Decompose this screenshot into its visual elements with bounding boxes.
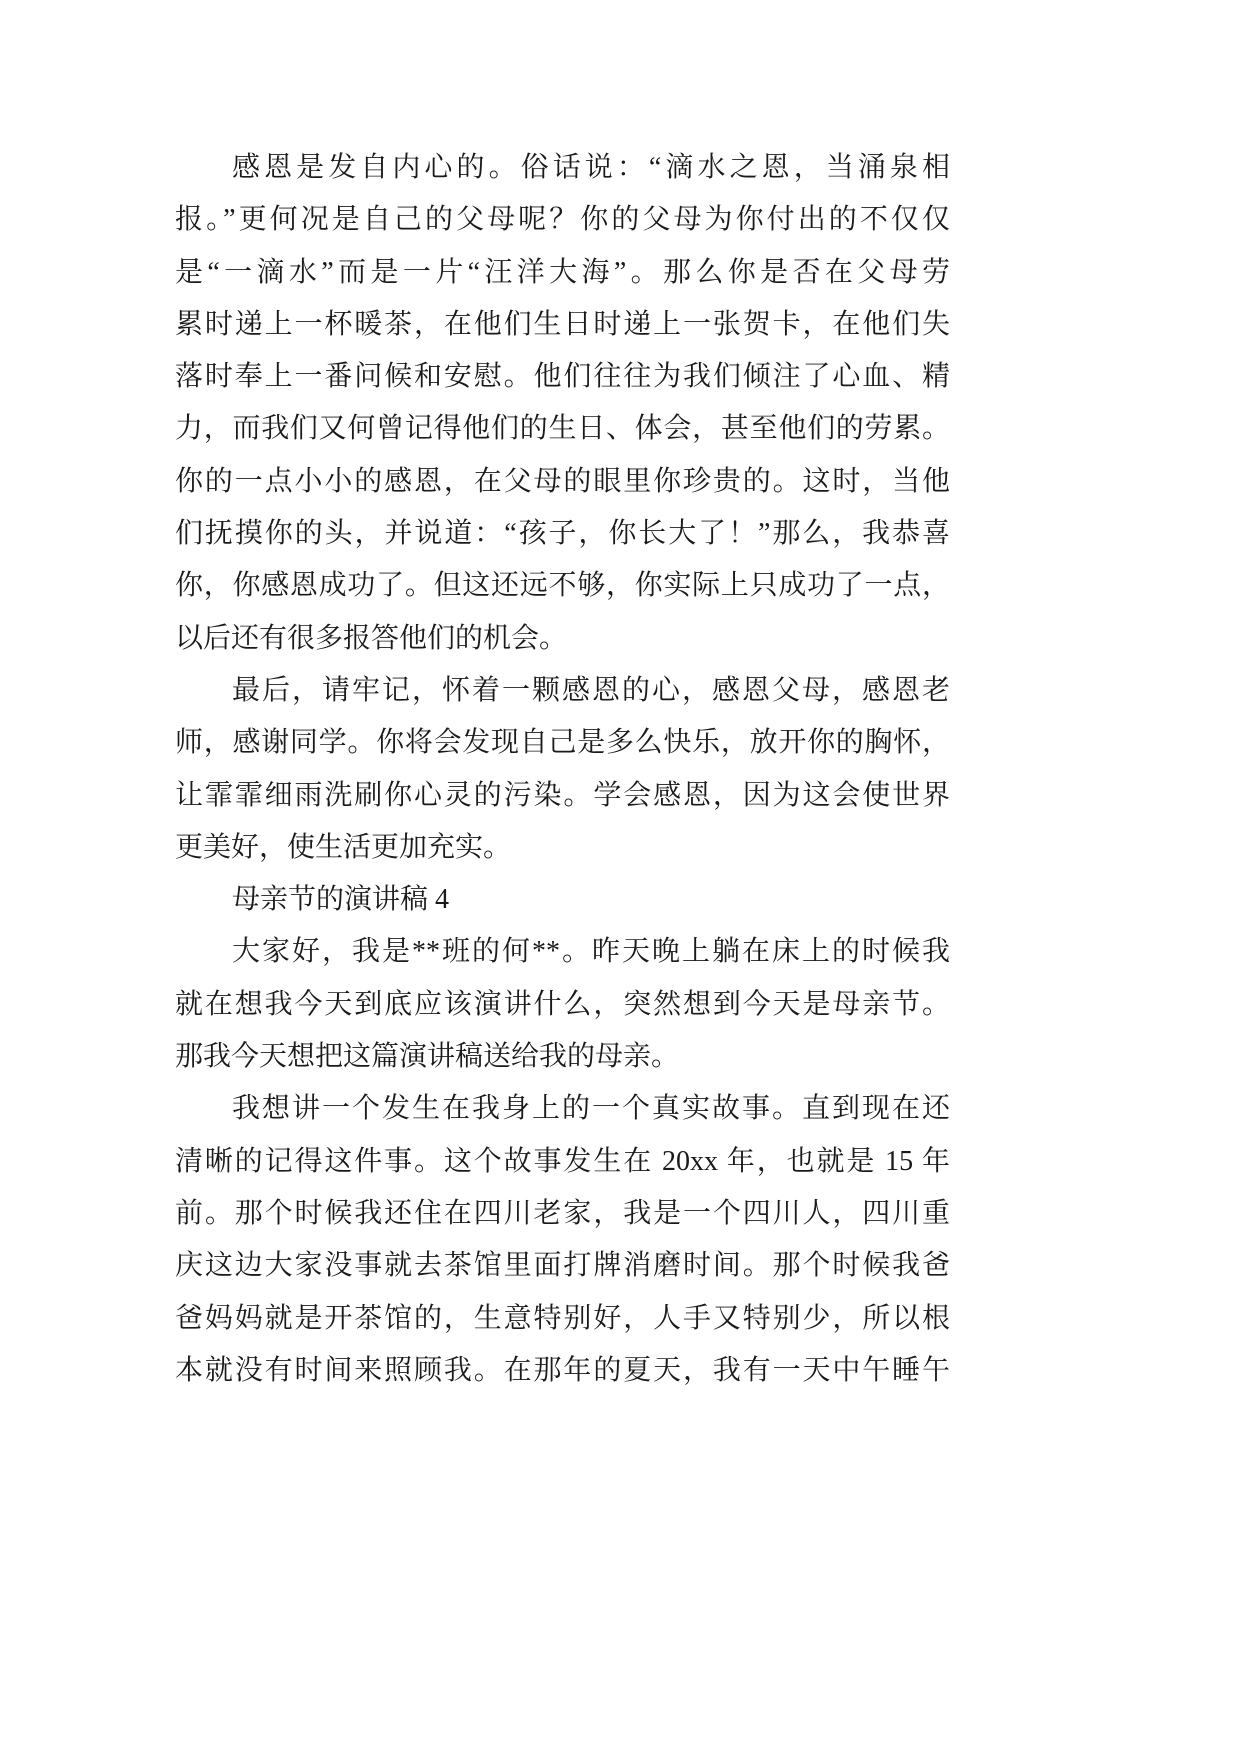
text-line: 报。”更何况是自己的父母呢？你的父母为你付出的不仅仅 (175, 204, 950, 236)
paragraph (175, 926, 950, 1083)
text-line: 感恩是发自内心的。俗话说：“滴水之恩，当涌泉相 (232, 152, 950, 183)
text-line: 让霏霏细雨洗刷你心灵的污染。学会感恩，因为这会使世界 (175, 779, 950, 811)
text-line: 你，你感恩成功了。但这还远不够，你实际上只成功了一点， (175, 570, 950, 602)
text-line: 力，而我们又何曾记得他们的生日、体会，甚至他们的劳累。 (175, 413, 950, 445)
text-line: 最后，请牢记，怀着一颗感恩的心，感恩父母，感恩老 (232, 674, 950, 706)
document-page (175, 142, 950, 1397)
text-line: 们抚摸你的头，并说道：“孩子，你长大了！”那么，我恭喜 (175, 518, 950, 550)
text-line: 就在想我今天到底应该演讲什么，突然想到今天是母亲节。 (175, 988, 950, 1020)
text-line: 落时奉上一番问候和安慰。他们往往为我们倾注了心血、精 (175, 361, 950, 393)
paragraph (175, 665, 950, 874)
text-line: 本就没有时间来照顾我。在那年的夏天，我有一天中午睡午 (175, 1354, 950, 1386)
text-line: 更美好，使生活更加充实。 (175, 831, 512, 863)
text-line: 庆这边大家没事就去茶馆里面打牌消磨时间。那个时候我爸 (175, 1250, 950, 1282)
paragraph (175, 1083, 950, 1397)
text-line: 我想讲一个发生在我身上的一个真实故事。直到现在还 (232, 1093, 950, 1125)
text-line: 是“一滴水”而是一片“汪洋大海”。那么你是否在父母劳 (175, 256, 950, 288)
text-line: 师，感谢同学。你将会发现自己是多么快乐，放开你的胸怀， (175, 727, 950, 759)
text-line: 前。那个时候我还住在四川老家，我是一个四川人，四川重 (175, 1197, 950, 1229)
text-line: 你的一点小小的感恩，在父母的眼里你珍贵的。这时，当他 (175, 465, 950, 497)
text-line: 那我今天想把这篇演讲稿送给我的母亲。 (175, 1041, 680, 1073)
section-heading: 母亲节的演讲稿 4 (232, 884, 450, 916)
text-line: 以后还有很多报答他们的机会。 (175, 622, 568, 654)
text-line: 累时递上一杯暖茶，在他们生日时递上一张贺卡，在他们失 (175, 308, 950, 340)
text-line: 大家好，我是**班的何**。昨天晚上躺在床上的时候我 (232, 936, 950, 968)
text-line: 清晰的记得这件事。这个故事发生在 20xx 年，也就是 15 年 (175, 1145, 950, 1177)
text-line: 爸妈妈就是开茶馆的，生意特别好，人手又特别少，所以根 (175, 1302, 950, 1334)
paragraph (175, 142, 950, 665)
